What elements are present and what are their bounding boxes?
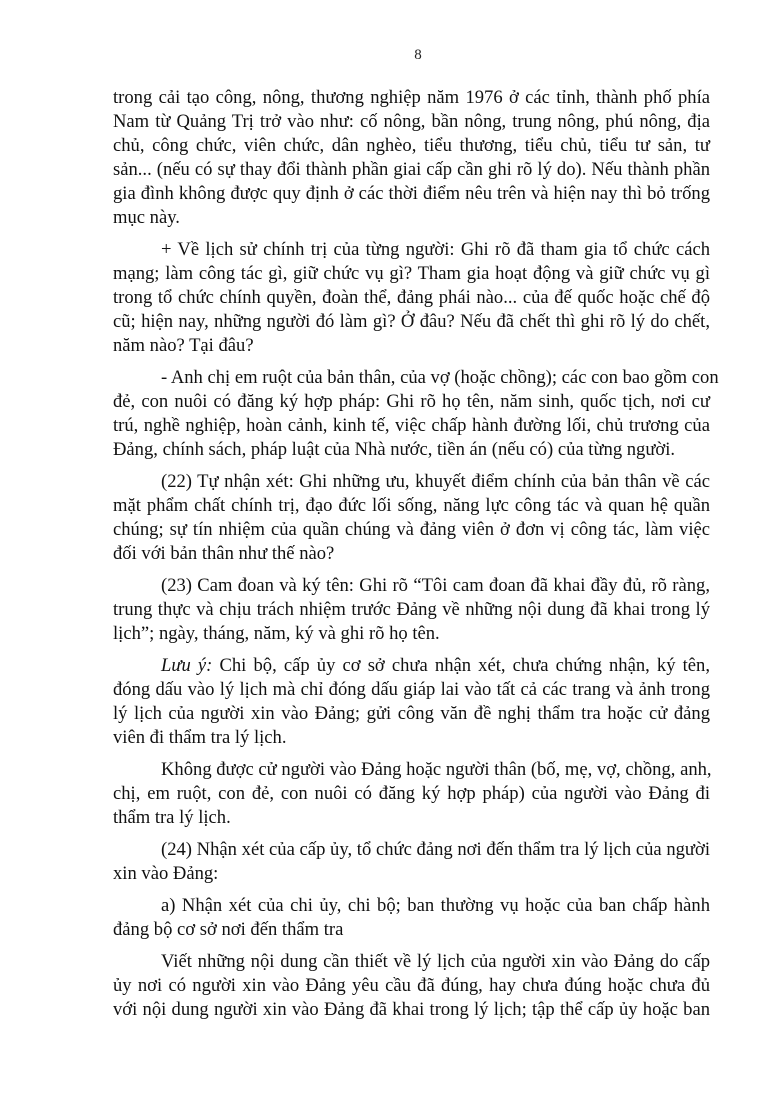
line-text: a) Nhận xét của chi ủy, chi bộ; ban thường vụ hoặc của ban chấp hành <box>161 895 710 916</box>
text-line <box>113 414 710 438</box>
paragraph <box>113 470 710 566</box>
text-line <box>113 158 710 182</box>
paragraph <box>113 654 710 750</box>
line-text: thẩm tra lý lịch. <box>113 807 231 828</box>
text-line <box>113 702 710 726</box>
line-text: trong cải tạo công, nông, thương nghiệp năm 1976 ở các tỉnh, thành phố phía <box>113 87 710 108</box>
text-line <box>113 366 719 390</box>
text-line <box>113 726 710 750</box>
text-line <box>113 678 710 702</box>
text-line <box>113 182 710 206</box>
line-text: đẻ, con nuôi có đăng ký hợp pháp: Ghi rõ họ tên, năm sinh, quốc tịch, nơi cư <box>113 391 710 412</box>
line-text: mục này. <box>113 207 180 228</box>
line-text: sản... (nếu có sự thay đổi thành phần giai cấp cần ghi rõ lý do). Nếu thành phần <box>113 159 710 180</box>
text-line <box>113 238 710 262</box>
text-line <box>113 918 710 942</box>
text-line <box>113 894 710 918</box>
text-line <box>113 862 710 886</box>
text-line <box>113 758 710 782</box>
line-text: ủy nơi có người xin vào Đảng yêu cầu đã đúng, hay chưa đúng hoặc chưa đủ <box>113 975 710 996</box>
line-text: đảng bộ cơ sở nơi đến thẩm tra <box>113 919 344 940</box>
text-line <box>113 518 710 542</box>
line-text: cũ; hiện nay, những người đó làm gì? Ở đâu? Nếu đã chết thì ghi rõ lý do chết, <box>113 311 710 332</box>
line-text: + Về lịch sử chính trị của từng người: Ghi rõ đã tham gia tổ chức cách <box>161 239 710 260</box>
line-text: lịch”; ngày, tháng, năm, ký và ghi rõ họ tên. <box>113 623 440 644</box>
text-line <box>113 86 710 110</box>
text-line <box>113 838 710 862</box>
text-line <box>113 950 710 974</box>
line-text: (23) Cam đoan và ký tên: Ghi rõ “Tôi cam đoan đã khai đầy đủ, rõ ràng, <box>161 575 710 596</box>
line-text: lý lịch của người xin vào Đảng; gửi công văn đề nghị thẩm tra hoặc cử đảng <box>113 703 710 724</box>
paragraph <box>113 894 710 942</box>
paragraph <box>113 950 710 1022</box>
text-line <box>113 494 710 518</box>
line-text: với nội dung người xin vào Đảng đã khai trong lý lịch; tập thể cấp ủy hoặc ban <box>113 999 710 1020</box>
paragraph <box>113 238 710 358</box>
text-line <box>113 622 710 646</box>
line-text: trong tổ chức chính quyền, đoàn thể, đảng phái nào... của đế quốc hoặc chế độ <box>113 287 710 308</box>
line-text: chủ, công chức, viên chức, dân nghèo, tiểu thương, tiểu chủ, tiểu tư sản, tư <box>113 135 710 156</box>
line-text: - Anh chị em ruột của bản thân, của vợ (hoặc chồng); các con bao gồm con <box>161 367 719 388</box>
paragraph <box>113 86 710 230</box>
line-text: viên đi thẩm tra lý lịch. <box>113 727 287 748</box>
line-text: Không được cử người vào Đảng hoặc người thân (bố, mẹ, vợ, chồng, anh, <box>161 759 712 780</box>
line-text: (22) Tự nhận xét: Ghi những ưu, khuyết điểm chính của bản thân về các <box>161 471 710 492</box>
page-number: 8 <box>414 47 422 63</box>
line-text: chị, em ruột, con đẻ, con nuôi có đăng ký hợp pháp) của người vào Đảng đi <box>113 783 710 804</box>
italic-label: Lưu ý: <box>161 655 213 676</box>
text-line <box>113 134 710 158</box>
text-line <box>113 470 710 494</box>
line-text: mạng; làm công tác gì, giữ chức vụ gì? Tham gia hoạt động và giữ chức vụ gì <box>113 263 710 284</box>
document-body <box>113 86 719 1030</box>
text-line <box>113 438 710 462</box>
text-line <box>113 782 710 806</box>
line-text: (24) Nhận xét của cấp ủy, tổ chức đảng nơi đến thẩm tra lý lịch của người <box>161 839 710 860</box>
line-text: Chi bộ, cấp ủy cơ sở chưa nhận xét, chưa chứng nhận, ký tên, <box>212 655 710 676</box>
paragraph <box>113 838 710 886</box>
text-line <box>113 262 710 286</box>
line-text: năm nào? Tại đâu? <box>113 335 254 356</box>
text-line <box>113 110 710 134</box>
text-line <box>113 334 710 358</box>
line-text: Viết những nội dung cần thiết về lý lịch của người xin vào Đảng do cấp <box>161 951 710 972</box>
text-line <box>113 654 710 678</box>
paragraph <box>113 574 710 646</box>
text-line <box>113 598 710 622</box>
text-line <box>113 310 710 334</box>
line-text: Nam từ Quảng Trị trở vào như: cố nông, bần nông, trung nông, phú nông, địa <box>113 111 710 132</box>
text-line <box>113 542 710 566</box>
line-text: trung thực và chịu trách nhiệm trước Đảng về những nội dung đã khai trong lý <box>113 599 710 620</box>
paragraph <box>113 366 719 462</box>
text-line <box>113 574 710 598</box>
text-line <box>113 998 710 1022</box>
text-line <box>113 206 710 230</box>
text-line <box>113 806 710 830</box>
line-text: đóng dấu vào lý lịch mà chỉ đóng dấu giáp lai vào tất cả các trang và ảnh trong <box>113 679 710 700</box>
text-line <box>113 974 710 998</box>
line-text: gia đình không được quy định ở các thời điểm nêu trên và hiện nay thì bỏ trống <box>113 183 710 204</box>
line-text: mặt phẩm chất chính trị, đạo đức lối sống, năng lực công tác và quan hệ quần <box>113 495 710 516</box>
paragraph <box>113 758 710 830</box>
text-line <box>113 390 710 414</box>
line-text: xin vào Đảng: <box>113 863 219 884</box>
line-text: Đảng, chính sách, pháp luật của Nhà nước, tiền án (nếu có) của từng người. <box>113 439 676 460</box>
text-line <box>113 286 710 310</box>
line-text: trú, nghề nghiệp, hoàn cảnh, kinh tế, việc chấp hành đường lối, chủ trương của <box>113 415 710 436</box>
line-text: chúng; sự tín nhiệm của quần chúng và đảng viên ở đơn vị công tác, làm việc <box>113 519 710 540</box>
line-text: đối với bản thân như thế nào? <box>113 543 335 564</box>
